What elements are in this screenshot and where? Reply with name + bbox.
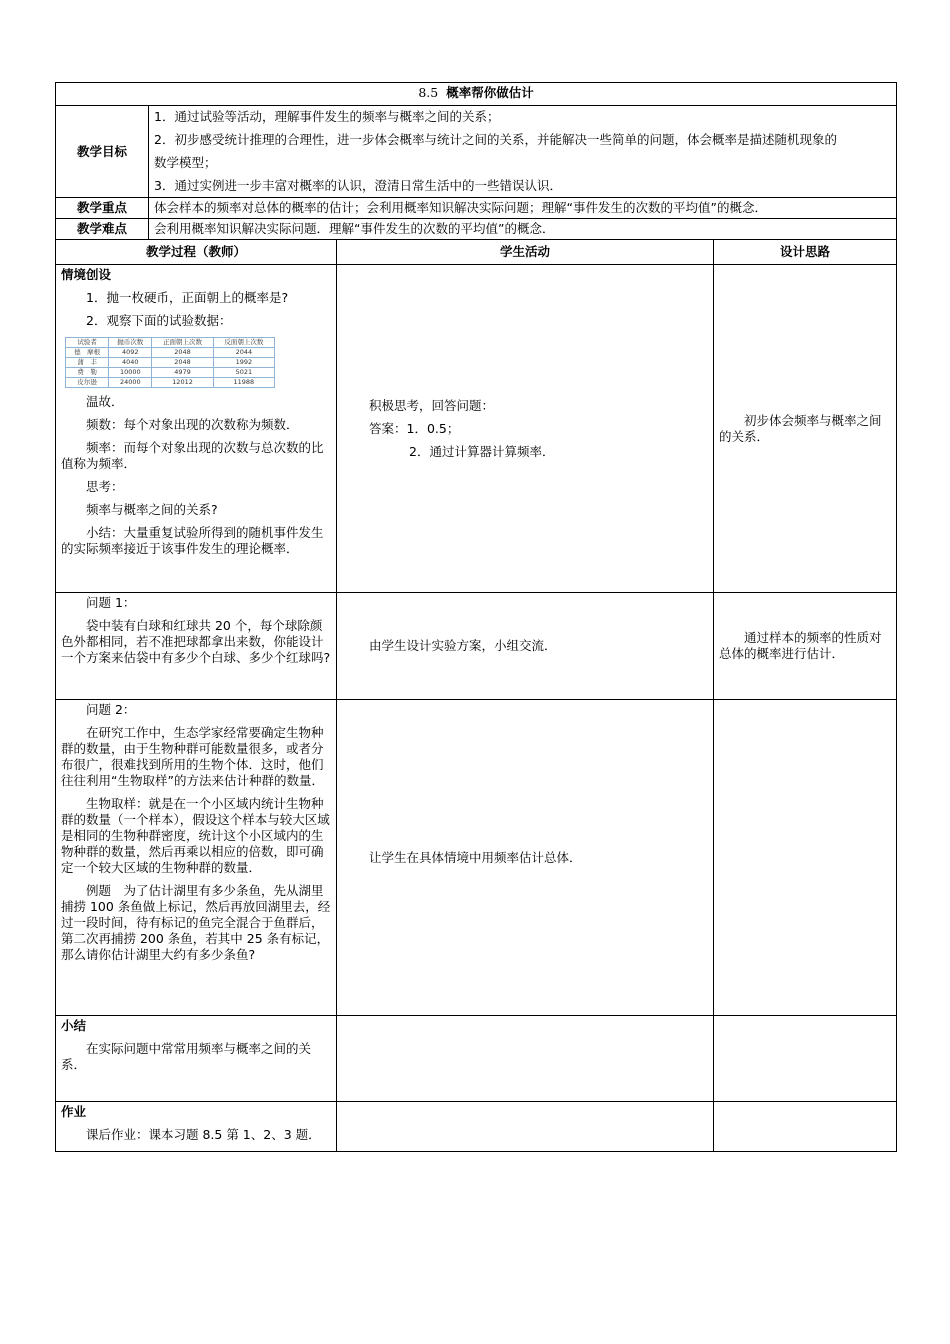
- difficulty-text: 会利用概率知识解决实际问题．理解“事件发生的次数的平均值”的概念．: [149, 219, 897, 240]
- design-cell-homework: [714, 1102, 897, 1152]
- table-cell: 4040: [109, 358, 152, 368]
- goals-content: [149, 106, 897, 198]
- table-header-cell: 试验者: [66, 338, 109, 348]
- problem2-paragraph: 生物取样：就是在一个小区域内统计生物种群的数量（一个样本），假设这个样本与较大区域是相同的生物种群密度，统计这个小区域内的生物种群的数量，然后再乘以相应的倍数，即可确定一个较大区域的生物种群的数量．: [61, 796, 330, 875]
- problem1-row: [56, 593, 897, 700]
- table-cell: 2048: [152, 358, 213, 368]
- table-cell: 4092: [109, 348, 152, 358]
- section-title: 情境创设: [61, 267, 112, 282]
- section-intro-row: [56, 265, 897, 593]
- table-header-cell: 反面朝上次数: [213, 338, 274, 348]
- table-header-row: [66, 338, 275, 348]
- teacher-cell-homework: [56, 1102, 337, 1152]
- homework-title: 作业: [61, 1104, 87, 1119]
- problem1-label: 问题 1：: [86, 595, 136, 610]
- header-design: 设计思路: [714, 240, 897, 265]
- goal-item: 3．通过实例进一步丰富对概率的认识，澄清日常生活中的一些错误认识．: [154, 178, 562, 193]
- table-row: [66, 368, 275, 378]
- design-text: 通过样本的频率的性质对总体的概率进行估计．: [719, 630, 882, 661]
- teacher-cell-summary: [56, 1016, 337, 1102]
- think-label: 思考：: [86, 479, 124, 494]
- question-1: 1．抛一枚硬币，正面朝上的概率是?: [86, 290, 289, 305]
- focus-text: 体会样本的频率对总体的概率的估计；会利用概率知识解决实际问题；理解“事件发生的次数的平均值”的概念．: [149, 198, 897, 219]
- title-row: [56, 83, 897, 106]
- summary-row: [56, 1016, 897, 1102]
- focus-label: 教学重点: [56, 198, 149, 219]
- table-cell: 11988: [213, 378, 274, 388]
- student-cell-intro: [337, 265, 714, 593]
- review-text: 温故．: [86, 394, 124, 409]
- design-text: 初步体会频率与概率之间的关系．: [719, 412, 882, 444]
- header-teacher: 教学过程（教师）: [56, 240, 337, 265]
- title-number: 8.5: [418, 85, 439, 100]
- design-cell-intro: [714, 265, 897, 593]
- design-cell-problem1: [714, 593, 897, 700]
- table-cell: 皮尔逊: [66, 378, 109, 388]
- table-cell: 费 勒: [66, 368, 109, 378]
- table-row: [66, 378, 275, 388]
- difficulty-label: 教学难点: [56, 219, 149, 240]
- student-cell-problem1: [337, 593, 714, 700]
- table-row: [66, 348, 275, 358]
- goal-item: 1．通过试验等活动，理解事件发生的频率与概率之间的关系；: [154, 109, 500, 124]
- problem1-text: 袋中装有白球和红球共 20 个，每个球除颜色外都相同，若不准把球都拿出来数，你能设计一个方案来估袋中有多少个白球、多少个红球吗?: [61, 618, 331, 665]
- question-2: 2．观察下面的试验数据：: [86, 313, 232, 328]
- table-cell: 5021: [213, 368, 274, 378]
- table-cell: 12012: [152, 378, 213, 388]
- student-cell-homework: [337, 1102, 714, 1152]
- coin-toss-data-table: [65, 337, 275, 388]
- frequency-rate-definition: 频率：而每个对象出现的次数与总次数的比值称为频率．: [61, 440, 324, 471]
- table-cell: 4979: [152, 368, 213, 378]
- focus-row: [56, 198, 897, 219]
- header-student: 学生活动: [337, 240, 714, 265]
- intro-summary: 小结：大量重复试验所得到的随机事件发生的实际频率接近于该事件发生的理论概率．: [61, 525, 324, 556]
- student-activity-text: 由学生设计实验方案，小组交流．: [369, 638, 557, 653]
- table-cell: 2048: [152, 348, 213, 358]
- summary-text: 在实际问题中常常用频率与概率之间的关系．: [61, 1041, 312, 1072]
- difficulty-row: [56, 219, 897, 240]
- header-row: [56, 240, 897, 265]
- table-row: [66, 358, 275, 368]
- frequency-count-definition: 频数：每个对象出现的次数称为频数．: [86, 417, 299, 432]
- table-cell: 24000: [109, 378, 152, 388]
- teacher-cell-problem2: [56, 700, 337, 1016]
- relation-question: 频率与概率之间的关系?: [86, 502, 218, 517]
- table-cell: 10000: [109, 368, 152, 378]
- homework-row: [56, 1102, 897, 1152]
- summary-title: 小结: [61, 1018, 87, 1033]
- student-activity-text: 2．通过计算器计算频率．: [409, 443, 555, 459]
- teacher-cell-problem1: [56, 593, 337, 700]
- table-cell: 蒲 丰: [66, 358, 109, 368]
- design-cell-summary: [714, 1016, 897, 1102]
- table-cell: 1992: [213, 358, 274, 368]
- design-cell-problem2: [714, 700, 897, 1016]
- problem2-paragraph: 在研究工作中，生态学家经常要确定生物种群的数量，由于生物种群可能数量很多，或者分布很广，很难找到所用的生物个体．这时，他们往往利用“生物取样”的方法来估计种群的数量．: [61, 725, 324, 788]
- page-title: [56, 83, 897, 106]
- lesson-plan-page: [55, 82, 896, 1152]
- goals-row: [56, 106, 897, 198]
- problem2-example: 例题 为了估计湖里有多少条鱼，先从湖里捕捞 100 条鱼做上标记，然后再放回湖里去，经过一段时间，待有标记的鱼完全混合于鱼群后，第二次再捕捞 200 条鱼，若其中 25 条有标记，那么请你估计湖里大约有多少条鱼?: [61, 883, 331, 962]
- table-cell: 德 摩根: [66, 348, 109, 358]
- goals-label: 教学目标: [56, 106, 149, 198]
- teacher-cell-intro: [56, 265, 337, 593]
- problem2-row: [56, 700, 897, 1016]
- student-activity-text: 让学生在具体情境中用频率估计总体．: [369, 849, 582, 865]
- student-activity-text: 答案：1．0.5；: [369, 420, 460, 436]
- goal-item: 数学模型；: [154, 155, 217, 170]
- student-cell-problem2: [337, 700, 714, 1016]
- student-activity-text: 积极思考，回答问题：: [369, 397, 495, 413]
- title-text: 概率帮你做估计: [446, 85, 534, 100]
- table-header-cell: 抛币次数: [109, 338, 152, 348]
- goal-item: 2．初步感受统计推理的合理性，进一步体会概率与统计之间的关系，并能解决一些简单的问题，体会概率是描述随机现象的: [154, 132, 837, 147]
- student-cell-summary: [337, 1016, 714, 1102]
- table-header-cell: 正面朝上次数: [152, 338, 213, 348]
- homework-text: 课后作业：课本习题 8.5 第 1、2、3 题．: [86, 1127, 321, 1142]
- problem2-label: 问题 2：: [86, 702, 136, 717]
- lesson-plan-table: [55, 82, 897, 1152]
- table-cell: 2044: [213, 348, 274, 358]
